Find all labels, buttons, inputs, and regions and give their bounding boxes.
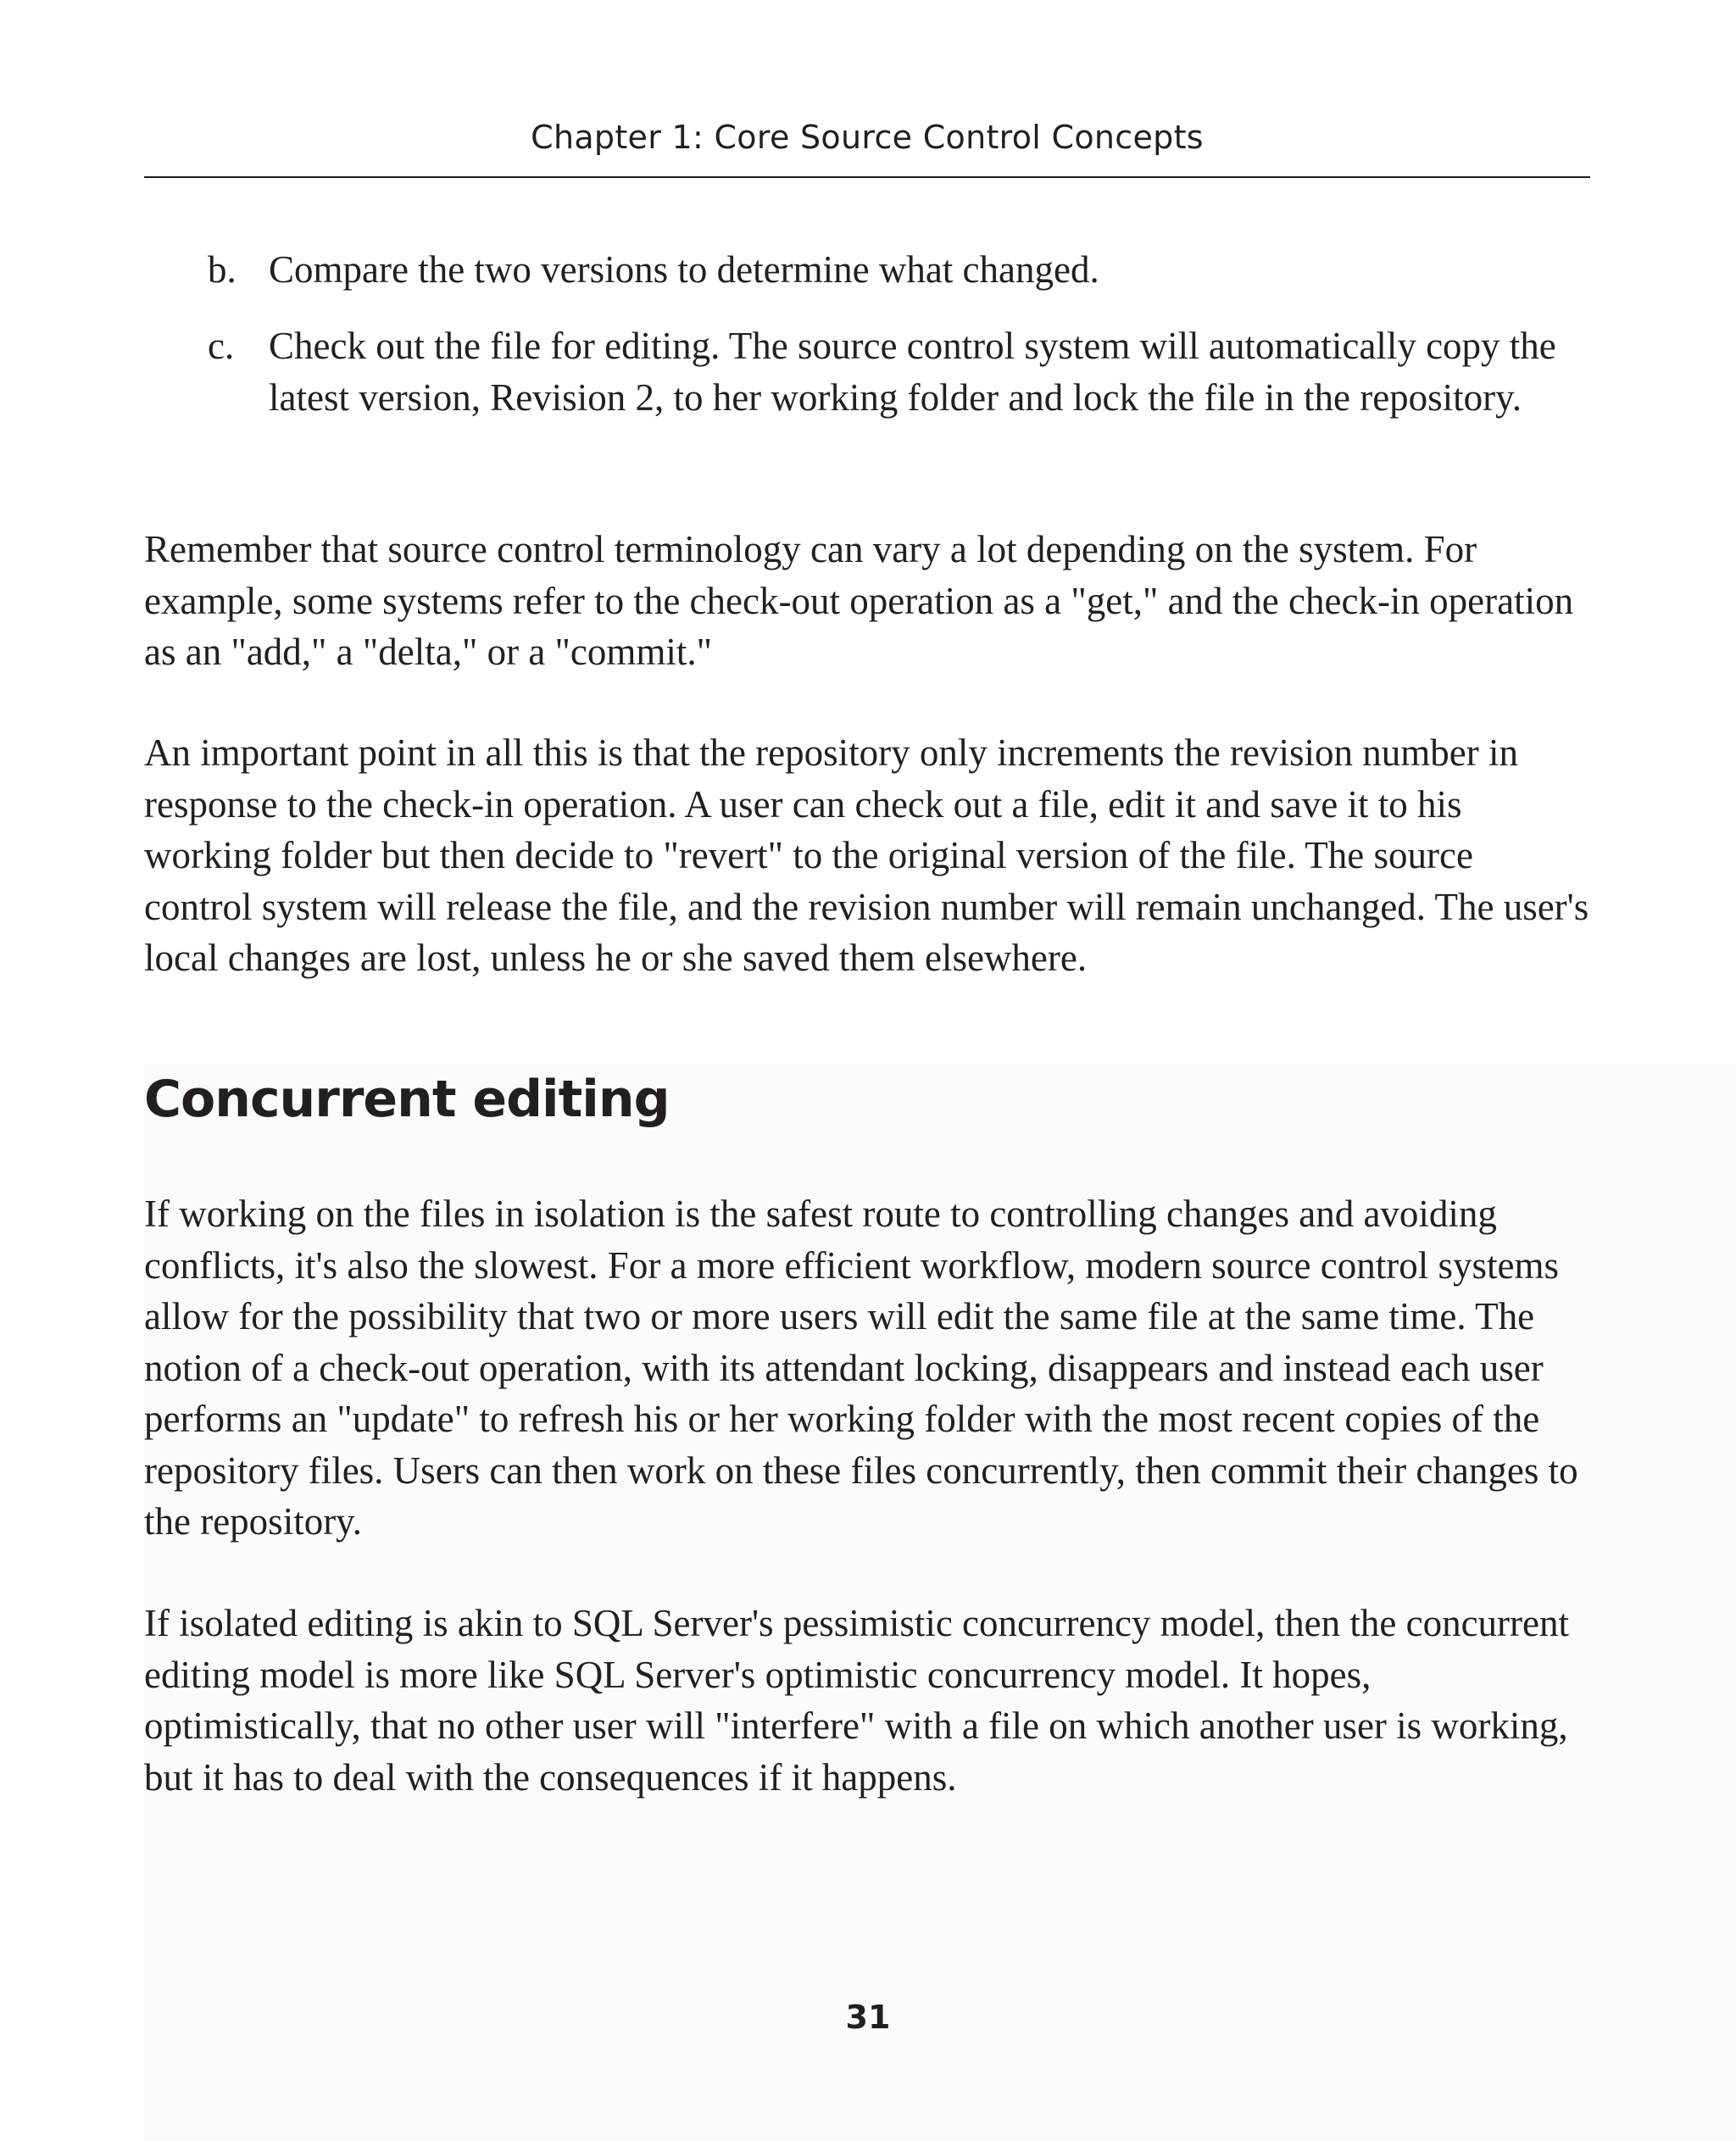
paragraph-revision-number: An important point in all this is that the repository only increments the revision number in response to the check-in operation. A user can check out a file, edit it and save it to his working folder but then decide to "revert" to the original version of the file. The source control system will release the file, and the revision number will remain unchanged. The user's local changes are lost, unless he or she saved them elsewhere. xyxy=(144,731,1589,979)
paragraph-terminology: Remember that source control terminology can vary a lot depending on the system. For example, some systems refer to the check-out operation as a "get," and the check-in operation as an "add," a "delta," or a "commit." xyxy=(144,528,1574,673)
list-item-b xyxy=(208,244,1598,296)
section-heading: Concurrent editing xyxy=(144,1070,670,1129)
paragraph-concurrent-editing: If working on the files in isolation is the safest route to controlling changes and avoiding conflicts, it's also the slowest. For a more efficient workflow, modern source control systems allow for the possibility that two or more users will edit the same file at the same time. The notion of a check-out operation, with its attendant locking, disappears and instead each user performs an "update" to refresh his or her working folder with the most recent copies of the repository files. Users can then work on these files concurrently, then commit their changes to the repository. xyxy=(144,1193,1578,1543)
header-rule xyxy=(144,176,1590,178)
page-number: 31 xyxy=(845,1999,891,2036)
running-header: Chapter 1: Core Source Control Concepts xyxy=(531,119,1204,156)
list-marker: c. xyxy=(208,325,235,367)
list-item-text: Check out the file for editing. The source control system will automatically copy the latest version, Revision 2, to her working folder and lock the file in the repository. xyxy=(269,325,1556,419)
list-item-text: Compare the two versions to determine what changed. xyxy=(269,248,1099,291)
list-marker: b. xyxy=(208,248,236,291)
list-item-c xyxy=(208,320,1598,423)
paragraph-optimistic-concurrency: If isolated editing is akin to SQL Server's pessimistic concurrency model, then the concurrent editing model is more like SQL Server's optimistic concurrency model. It hopes, optimistically, that no other user will "interfere" with a file on which another user is working, but it has to deal with the consequences if it happens. xyxy=(144,1602,1569,1799)
